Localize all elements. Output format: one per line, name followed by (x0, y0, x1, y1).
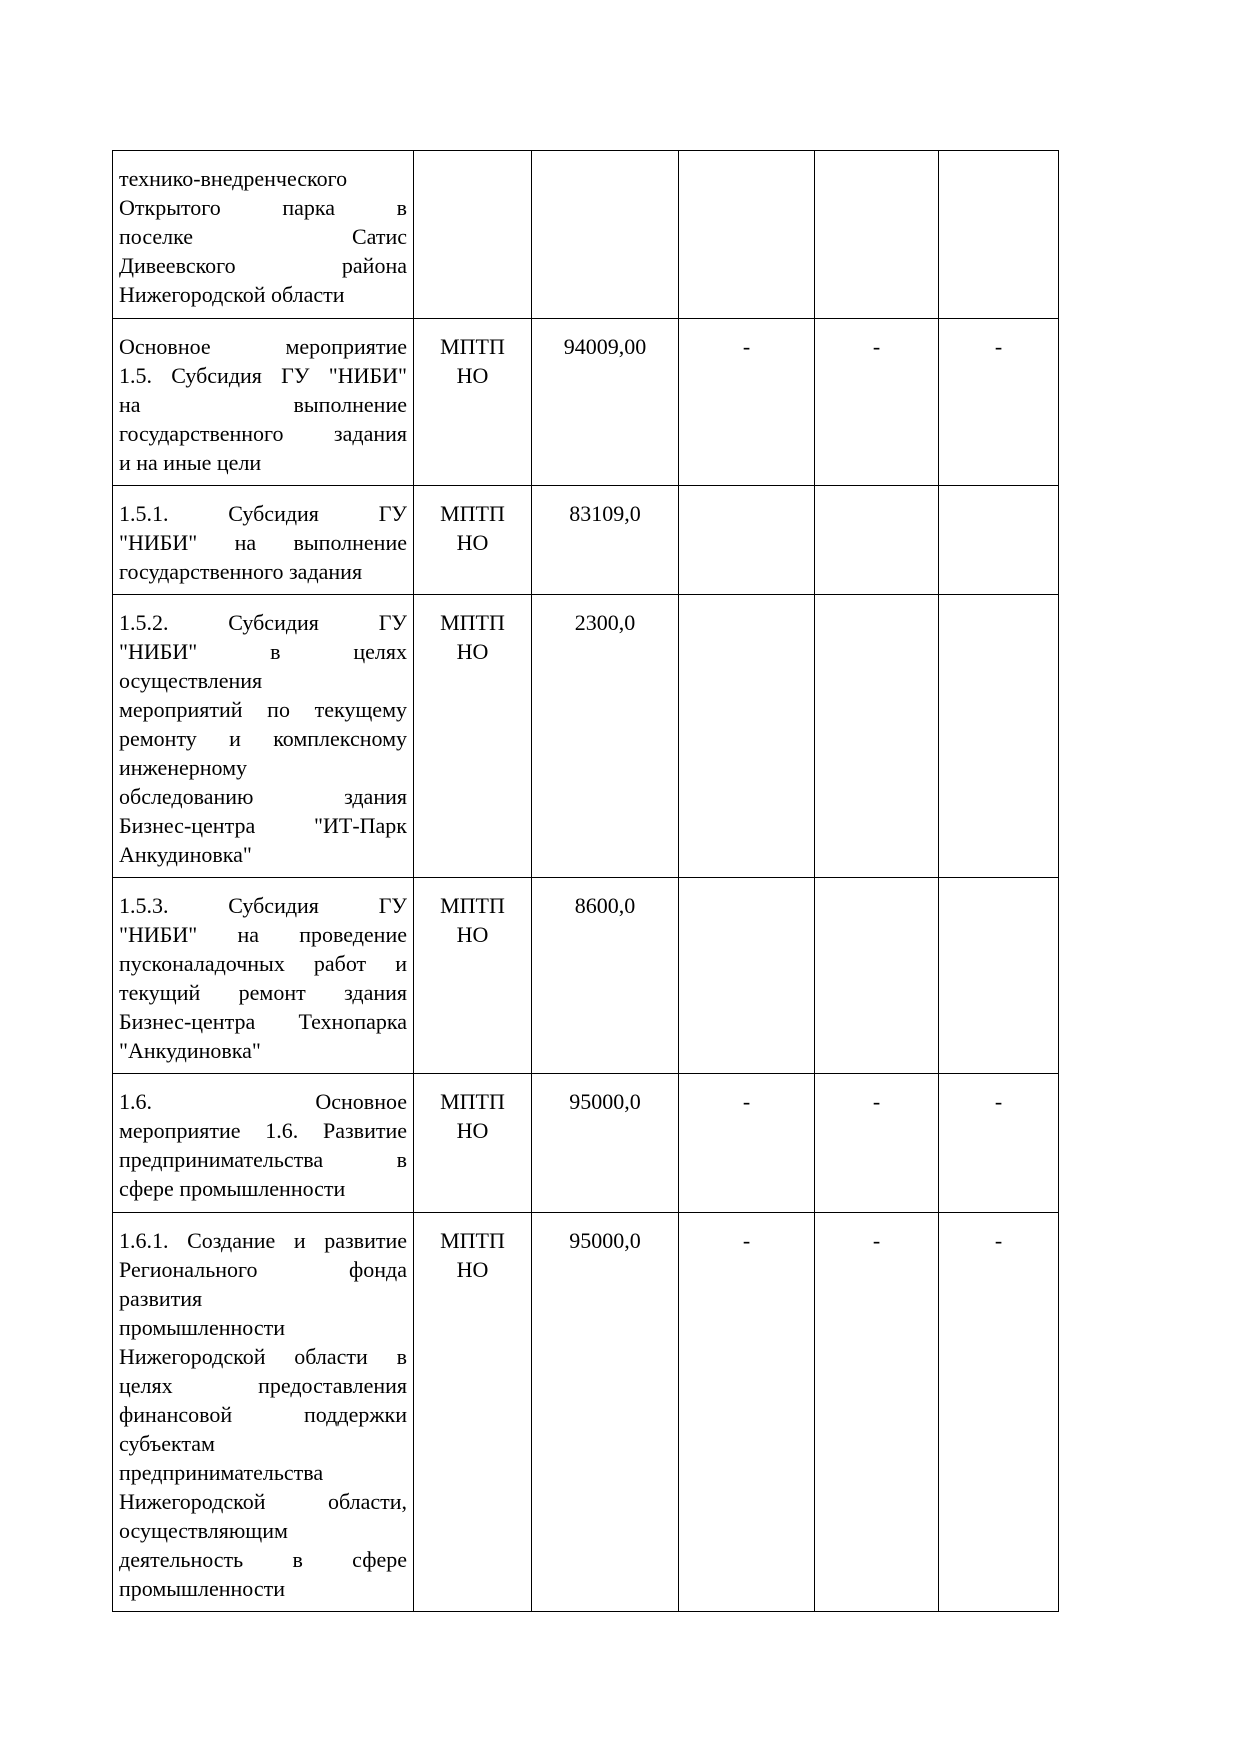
measure-name-line: предпринимательства в (119, 1147, 407, 1172)
measure-name-line: финансовой поддержки (119, 1402, 407, 1427)
year-3-cell: - (939, 1074, 1059, 1213)
year-2-cell (815, 878, 939, 1074)
measure-name-line: Открытого парка в (119, 195, 407, 220)
measure-name-line: субъектам (119, 1431, 215, 1456)
measure-name-line: инженерному (119, 755, 248, 780)
year-3-cell: - (939, 319, 1059, 486)
measure-name-line: осуществляющим (119, 1518, 288, 1543)
executor-cell: МПТП НО (414, 319, 532, 486)
measure-name-cell (113, 151, 414, 319)
measure-name-line: поселке Сатис (119, 224, 407, 249)
year-1-cell: - (679, 1074, 815, 1213)
measure-name-line: Нижегородской области в (119, 1344, 407, 1369)
amount-cell: 94009,00 (532, 319, 679, 486)
table-row (113, 319, 1059, 486)
measure-name-line: деятельность в сфере (119, 1547, 407, 1572)
year-3-cell (939, 486, 1059, 595)
executor-cell: МПТП НО (414, 1213, 532, 1612)
year-1-cell: - (679, 319, 815, 486)
table-row (113, 151, 1059, 319)
measure-name-line: Основное мероприятие (119, 334, 407, 359)
executor-cell: МПТП НО (414, 595, 532, 878)
measure-name-line: Нижегородской области (119, 282, 345, 307)
year-2-cell (815, 595, 939, 878)
executor-cell: МПТП НО (414, 1074, 532, 1213)
table-row (113, 486, 1059, 595)
measure-name-line: на выполнение (119, 392, 407, 417)
measure-name-line: "НИБИ" на выполнение (119, 530, 407, 555)
measure-name-line: "НИБИ" на проведение (119, 922, 407, 947)
measure-name-cell (113, 319, 414, 486)
measure-name-line: государственного задания (119, 559, 363, 584)
table-row (113, 1074, 1059, 1213)
year-1-cell (679, 878, 815, 1074)
measure-name-line: осуществления (119, 668, 263, 693)
year-1-cell (679, 151, 815, 319)
amount-cell: 8600,0 (532, 878, 679, 1074)
year-3-cell (939, 151, 1059, 319)
measure-name-line: пусконаладочных работ и (119, 951, 407, 976)
table-row (113, 1213, 1059, 1612)
measure-name-line: 1.5.2. Субсидия ГУ (119, 610, 407, 635)
measure-name-line: 1.5.1. Субсидия ГУ (119, 501, 407, 526)
measure-name-line: 1.6. Основное (119, 1089, 407, 1114)
table-row (113, 595, 1059, 878)
measure-name-line: Бизнес-центра Технопарка (119, 1009, 407, 1034)
amount-cell: 95000,0 (532, 1074, 679, 1213)
measure-name-line: сфере промышленности (119, 1176, 346, 1201)
year-1-cell (679, 595, 815, 878)
measure-name-cell (113, 595, 414, 878)
year-2-cell (815, 486, 939, 595)
measure-name-line: Регионального фонда (119, 1257, 407, 1282)
amount-cell: 2300,0 (532, 595, 679, 878)
measure-name-line: "Анкудиновка" (119, 1038, 261, 1063)
program-measures-table (112, 150, 1059, 1612)
measure-name-line: промышленности (119, 1576, 285, 1601)
measure-name-line: мероприятие 1.6. Развитие (119, 1118, 407, 1143)
year-2-cell: - (815, 1074, 939, 1213)
measure-name-line: развития (119, 1286, 203, 1311)
year-2-cell (815, 151, 939, 319)
measure-name-line: Нижегородской области, (119, 1489, 407, 1514)
measure-name-line: и на иные цели (119, 450, 262, 475)
year-3-cell (939, 595, 1059, 878)
executor-cell: МПТП НО (414, 486, 532, 595)
measure-name-line: ремонту и комплексному (119, 726, 407, 751)
year-2-cell: - (815, 1213, 939, 1612)
measure-name-cell (113, 1074, 414, 1213)
executor-cell: МПТП НО (414, 878, 532, 1074)
measure-name-line: обследованию здания (119, 784, 407, 809)
measure-name-cell (113, 878, 414, 1074)
amount-cell: 95000,0 (532, 1213, 679, 1612)
measure-name-line: 1.6.1. Создание и развитие (119, 1228, 407, 1253)
measure-name-line: 1.5. Субсидия ГУ "НИБИ" (119, 363, 407, 388)
measure-name-line: текущий ремонт здания (119, 980, 407, 1005)
year-1-cell (679, 486, 815, 595)
measure-name-line: промышленности (119, 1315, 285, 1340)
measure-name-line: технико-внедренческого (119, 166, 348, 191)
amount-cell (532, 151, 679, 319)
year-2-cell: - (815, 319, 939, 486)
amount-cell: 83109,0 (532, 486, 679, 595)
table-body (113, 151, 1059, 1612)
measure-name-line: Анкудиновка" (119, 842, 252, 867)
table-row (113, 878, 1059, 1074)
measure-name-line: государственного задания (119, 421, 407, 446)
measure-name-cell (113, 1213, 414, 1612)
year-1-cell: - (679, 1213, 815, 1612)
measure-name-line: Дивеевского района (119, 253, 407, 278)
measure-name-line: предпринимательства (119, 1460, 324, 1485)
measure-name-line: 1.5.3. Субсидия ГУ (119, 893, 407, 918)
year-3-cell (939, 878, 1059, 1074)
measure-name-line: мероприятий по текущему (119, 697, 407, 722)
measure-name-line: целях предоставления (119, 1373, 407, 1398)
measure-name-cell (113, 486, 414, 595)
executor-cell (414, 151, 532, 319)
measure-name-line: "НИБИ" в целях (119, 639, 407, 664)
measure-name-line: Бизнес-центра "ИТ-Парк (119, 813, 407, 838)
year-3-cell: - (939, 1213, 1059, 1612)
